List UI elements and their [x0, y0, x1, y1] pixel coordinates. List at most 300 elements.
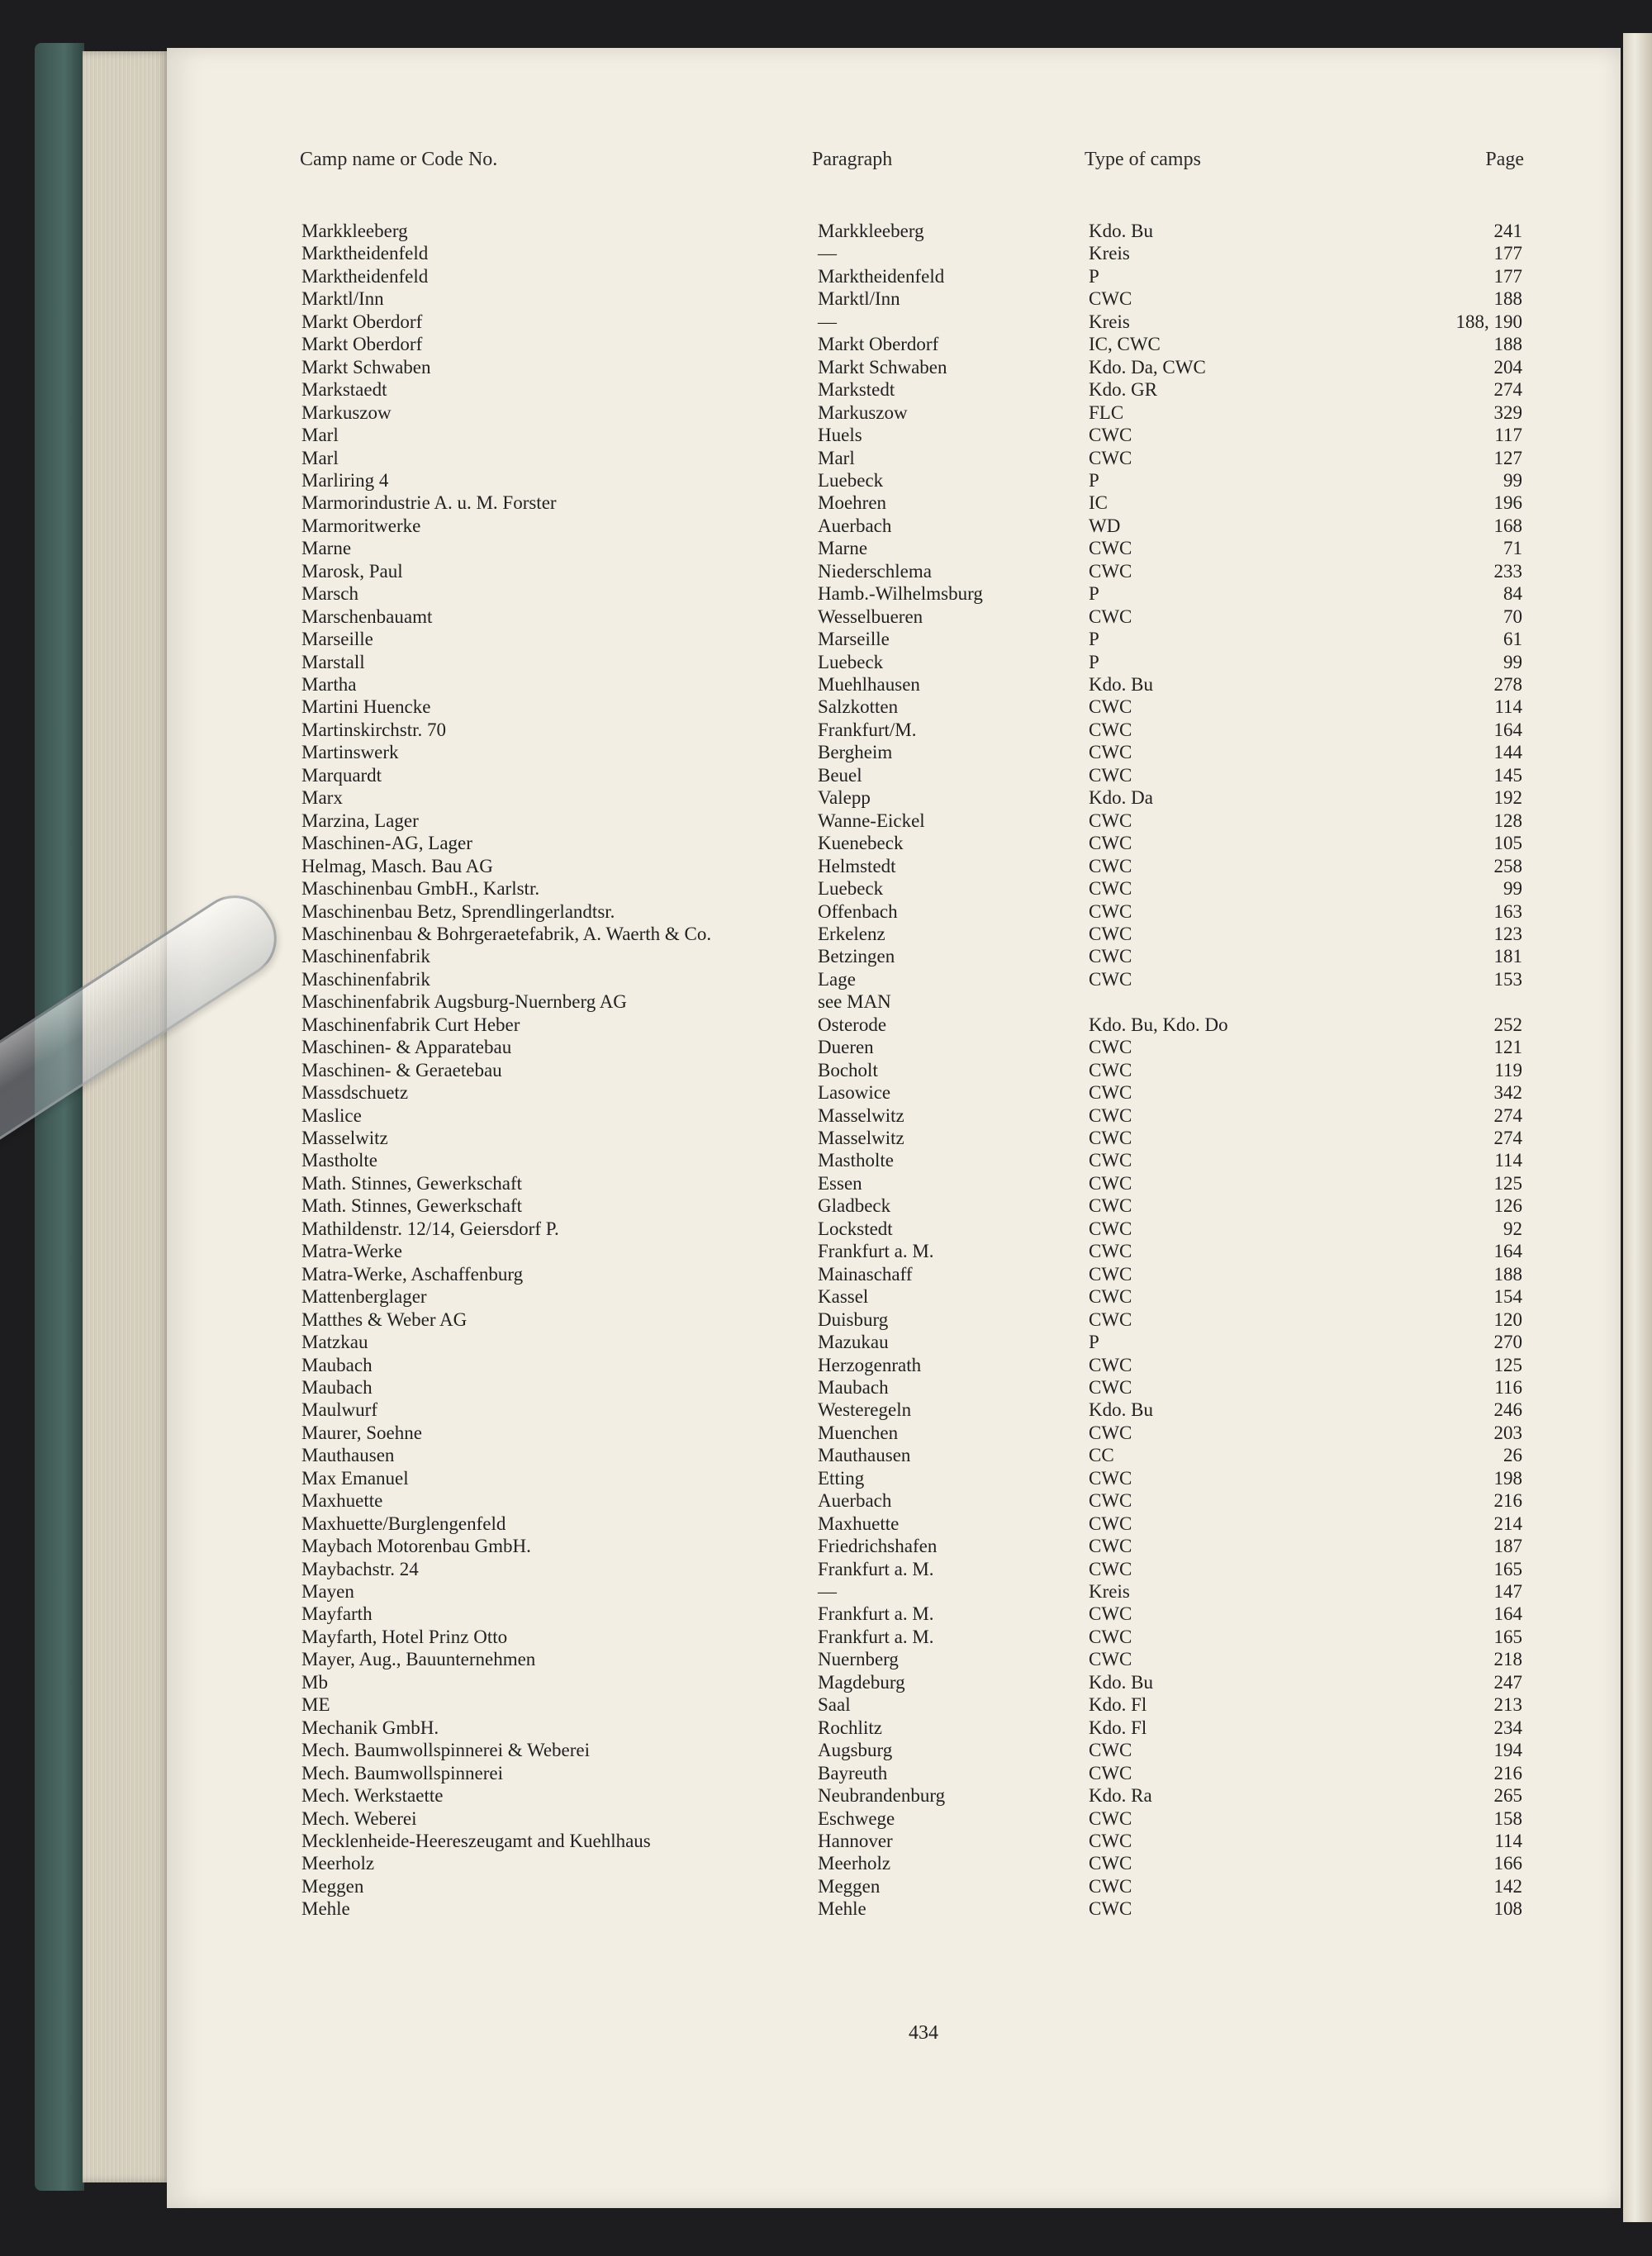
paragraph: Masselwitz: [818, 1104, 904, 1126]
table-row: [0, 492, 1652, 515]
page-ref: 142: [1493, 1875, 1522, 1897]
camp-name: Martinskirchstr. 70: [301, 719, 447, 740]
paragraph: Hamb.-Wilhelmsburg: [818, 583, 983, 605]
camp-type: Kdo. Bu: [1089, 1671, 1153, 1693]
paragraph: Markkleeberg: [818, 221, 924, 241]
camp-name: Martinswerk: [301, 742, 399, 763]
camp-type: Kdo. Ra: [1089, 1785, 1152, 1807]
table-row: [0, 1784, 1652, 1807]
camp-name: Maschinenbau & Bohrgeraetefabrik, A. Waerth & Co.: [301, 923, 712, 944]
camp-name: Marosk, Paul: [301, 560, 403, 582]
paragraph: —: [818, 311, 837, 332]
paragraph: Dueren: [818, 1037, 874, 1058]
camp-name: Mechanik GmbH.: [301, 1717, 439, 1738]
camp-name: Maybachstr. 24: [301, 1558, 419, 1579]
camp-name: Maschinenfabrik: [301, 968, 430, 990]
paragraph: Meggen: [818, 1875, 881, 1897]
camp-name: Markuszow: [301, 401, 392, 423]
table-row: [0, 242, 1652, 265]
table-row: [0, 1603, 1652, 1626]
page-ref: 274: [1493, 379, 1522, 401]
paragraph: Offenbach: [818, 900, 898, 922]
camp-name: Mayfarth: [301, 1603, 373, 1625]
camp-type: WD: [1089, 515, 1121, 536]
page-ref: 114: [1494, 1150, 1522, 1171]
page-ref: 144: [1493, 742, 1522, 763]
table-row: [0, 1036, 1652, 1059]
paragraph: Magdeburg: [818, 1671, 905, 1693]
paragraph: Saal: [818, 1694, 851, 1716]
paragraph: Marseille: [818, 629, 890, 650]
paragraph: Mauthausen: [818, 1445, 911, 1466]
table-row: [0, 1558, 1652, 1581]
camp-type: CWC: [1089, 810, 1132, 831]
table-row: [0, 1081, 1652, 1104]
page-ref: 126: [1493, 1195, 1522, 1217]
camp-name: Mecklenheide-Heereszeugamt and Kuehlhaus: [301, 1830, 651, 1851]
paragraph: Muenchen: [818, 1422, 899, 1443]
camp-name: Mayen: [301, 1581, 354, 1602]
camp-type: CWC: [1089, 719, 1132, 740]
table-row: [0, 990, 1652, 1014]
paragraph: Westeregeln: [818, 1399, 912, 1421]
page-ref: 177: [1493, 265, 1522, 287]
page-ref: 108: [1493, 1898, 1522, 1920]
camp-type: CWC: [1089, 1354, 1132, 1375]
page-ref: 116: [1494, 1376, 1522, 1398]
table-row: [0, 1807, 1652, 1831]
camp-name: Marschenbauamt: [301, 606, 433, 627]
table-row: [0, 311, 1652, 334]
page-ref: 61: [1503, 629, 1522, 650]
page-ref: 121: [1493, 1037, 1522, 1058]
paragraph: Markt Schwaben: [818, 356, 947, 378]
camp-type: CWC: [1089, 1603, 1132, 1625]
table-row: [0, 287, 1652, 311]
table-row: [0, 606, 1652, 629]
table-row: [0, 855, 1652, 878]
paragraph: Wanne-Eickel: [818, 810, 925, 831]
page-ref: 70: [1503, 606, 1522, 627]
paragraph: Auerbach: [818, 1490, 892, 1512]
paragraph: Etting: [818, 1467, 865, 1489]
camp-type: Kdo. Bu, Kdo. Do: [1089, 1014, 1228, 1035]
camp-type: CWC: [1089, 1626, 1132, 1647]
camp-type: Kdo. Fl: [1089, 1717, 1147, 1738]
page-ref: 163: [1493, 900, 1522, 922]
paragraph: Hannover: [818, 1830, 893, 1851]
camp-type: CWC: [1089, 1128, 1132, 1148]
page-ref: 105: [1493, 833, 1522, 854]
camp-name: Mathildenstr. 12/14, Geiersdorf P.: [301, 1218, 559, 1239]
table-row: [0, 832, 1652, 855]
table-row: [0, 1535, 1652, 1558]
camp-type: CWC: [1089, 1467, 1132, 1489]
camp-type: CWC: [1089, 878, 1132, 900]
table-row: [0, 1059, 1652, 1082]
paragraph: Mainaschaff: [818, 1263, 913, 1285]
camp-name: Matzkau: [301, 1332, 368, 1353]
camp-name: Matthes & Weber AG: [301, 1308, 468, 1330]
camp-type: P: [1089, 583, 1099, 605]
page-ref: 127: [1493, 447, 1522, 468]
camp-name: Mech. Werkstaette: [301, 1785, 444, 1807]
table-row: [0, 810, 1652, 833]
paragraph: Neubrandenburg: [818, 1785, 946, 1807]
camp-type: Kreis: [1089, 243, 1130, 264]
page-ref: 213: [1493, 1694, 1522, 1716]
table-row: [0, 1149, 1652, 1172]
paragraph: Duisburg: [818, 1308, 889, 1330]
camp-name: Marquardt: [301, 764, 382, 786]
page-ref: 274: [1493, 1104, 1522, 1126]
camp-type: P: [1089, 1332, 1099, 1353]
page-ref: 123: [1493, 923, 1522, 944]
table-row: [0, 447, 1652, 470]
paragraph: Lasowice: [818, 1082, 891, 1104]
camp-type: CWC: [1089, 1286, 1132, 1308]
camp-name: Markstaedt: [301, 379, 387, 401]
camp-type: CWC: [1089, 425, 1132, 446]
paragraph: Essen: [818, 1172, 862, 1194]
camp-name: Meggen: [301, 1875, 364, 1897]
camp-name: ME: [301, 1694, 330, 1716]
page-ref: 99: [1503, 469, 1522, 491]
paragraph: Friedrichshafen: [818, 1536, 938, 1557]
camp-name: Mayer, Aug., Bauunternehmen: [301, 1649, 536, 1670]
table-row: [0, 560, 1652, 583]
table-row: [0, 1285, 1652, 1308]
paragraph: see MAN: [818, 991, 891, 1013]
paragraph: Marl: [818, 447, 855, 468]
table-row: [0, 1693, 1652, 1717]
page-ref: 26: [1503, 1445, 1522, 1466]
page-ref: 119: [1494, 1059, 1522, 1081]
table-row: [0, 741, 1652, 764]
camp-name: Maschinenbau Betz, Sprendlingerlandtsr.: [301, 900, 615, 922]
camp-type: CWC: [1089, 1241, 1132, 1262]
camp-name: Markkleeberg: [301, 221, 408, 241]
paragraph: Auerbach: [818, 515, 892, 536]
camp-name: Maslice: [301, 1104, 362, 1126]
page-ref: 270: [1493, 1332, 1522, 1353]
camp-type: CWC: [1089, 606, 1132, 627]
paragraph: Frankfurt/M.: [818, 719, 917, 740]
camp-name: Marktl/Inn: [301, 288, 384, 310]
page-ref: 187: [1493, 1536, 1522, 1557]
table-row: [0, 469, 1652, 492]
camp-name: Marl: [301, 447, 339, 468]
page-ref: 84: [1503, 583, 1522, 605]
paragraph: Bocholt: [818, 1059, 878, 1081]
table-row: [0, 1014, 1652, 1037]
camp-name: Mb: [301, 1671, 328, 1693]
page-ref: 153: [1493, 968, 1522, 990]
camp-type: Kdo. Da: [1089, 787, 1153, 809]
page-ref: 188: [1493, 1263, 1522, 1285]
camp-name: Maubach: [301, 1354, 373, 1375]
camp-type: Kreis: [1089, 1581, 1130, 1602]
camp-type: CWC: [1089, 1376, 1132, 1398]
camp-type: CWC: [1089, 1422, 1132, 1443]
table-row: [0, 696, 1652, 719]
camp-name: Martha: [301, 674, 357, 695]
table-row: [0, 1172, 1652, 1195]
paragraph: Kassel: [818, 1286, 869, 1308]
paragraph: Masselwitz: [818, 1128, 904, 1148]
table-row: [0, 786, 1652, 810]
page-ref: 192: [1493, 787, 1522, 809]
paragraph: Nuernberg: [818, 1649, 899, 1670]
table-row: [0, 1648, 1652, 1671]
page-ref: 204: [1493, 356, 1522, 378]
camp-type: IC, CWC: [1089, 334, 1161, 355]
camp-type: CWC: [1089, 1308, 1132, 1330]
paragraph: Luebeck: [818, 878, 884, 900]
camp-type: CWC: [1089, 538, 1132, 559]
paragraph: Meerholz: [818, 1853, 891, 1874]
paragraph: Mastholte: [818, 1150, 894, 1171]
page-ref: 145: [1493, 764, 1522, 786]
paragraph: Helmstedt: [818, 855, 896, 876]
page-ref: 265: [1493, 1785, 1522, 1807]
table-row: [0, 628, 1652, 651]
page-ref: 117: [1494, 425, 1522, 446]
camp-name: Mattenberglager: [301, 1286, 427, 1308]
camp-type: Kdo. Fl: [1089, 1694, 1147, 1716]
page-ref: 165: [1493, 1558, 1522, 1579]
table-row: [0, 1852, 1652, 1875]
page-ref: 194: [1493, 1740, 1522, 1761]
camp-name: Marne: [301, 538, 352, 559]
camp-type: CWC: [1089, 900, 1132, 922]
page-ref: 329: [1493, 401, 1522, 423]
camp-name: Maubach: [301, 1376, 373, 1398]
paragraph: Markuszow: [818, 401, 908, 423]
camp-type: CWC: [1089, 1898, 1132, 1920]
camp-type: CWC: [1089, 923, 1132, 944]
page-ref: 278: [1493, 674, 1522, 695]
page-ref: 166: [1493, 1853, 1522, 1874]
page-ref: 233: [1493, 560, 1522, 582]
page-ref: 154: [1493, 1286, 1522, 1308]
paragraph: Luebeck: [818, 469, 884, 491]
camp-type: IC: [1089, 492, 1108, 514]
camp-type: CWC: [1089, 1807, 1132, 1829]
camp-type: CWC: [1089, 1104, 1132, 1126]
page-ref: 158: [1493, 1807, 1522, 1829]
table-row: [0, 1513, 1652, 1536]
paragraph: Mazukau: [818, 1332, 889, 1353]
table-row: [0, 1240, 1652, 1263]
page-ref: 164: [1493, 1241, 1522, 1262]
paragraph: Frankfurt a. M.: [818, 1241, 934, 1262]
camp-type: CWC: [1089, 288, 1132, 310]
camp-name: Meerholz: [301, 1853, 375, 1874]
paragraph: Maxhuette: [818, 1513, 900, 1534]
column-header-type-of-camps: Type of camps: [1085, 149, 1201, 170]
page-ref: 342: [1493, 1082, 1522, 1104]
page-ref: 203: [1493, 1422, 1522, 1443]
camp-type: CC: [1089, 1445, 1114, 1466]
paragraph: Luebeck: [818, 651, 884, 672]
camp-name: Masselwitz: [301, 1128, 388, 1148]
table-row: [0, 1467, 1652, 1490]
page-ref: 99: [1503, 651, 1522, 672]
camp-type: CWC: [1089, 1740, 1132, 1761]
camp-name: Maulwurf: [301, 1399, 377, 1421]
table-row: [0, 1671, 1652, 1694]
column-header-camp-name: Camp name or Code No.: [300, 149, 498, 170]
page-ref: 252: [1493, 1014, 1522, 1035]
page-ref: 274: [1493, 1128, 1522, 1148]
camp-name: Markt Oberdorf: [301, 334, 423, 355]
camp-type: Kreis: [1089, 311, 1130, 332]
paragraph: Eschwege: [818, 1807, 895, 1829]
camp-name: Maxhuette: [301, 1490, 383, 1512]
paragraph: Muehlhausen: [818, 674, 920, 695]
paragraph: —: [818, 1581, 837, 1602]
camp-name: Mastholte: [301, 1150, 377, 1171]
table-row: [0, 1263, 1652, 1286]
table-row: [0, 1626, 1652, 1649]
paragraph: Frankfurt a. M.: [818, 1603, 934, 1625]
paragraph: Frankfurt a. M.: [818, 1558, 934, 1579]
paragraph: —: [818, 243, 837, 264]
camp-type: CWC: [1089, 1150, 1132, 1171]
table-row: [0, 515, 1652, 538]
page-ref: 188: [1493, 334, 1522, 355]
camp-type: Kdo. Bu: [1089, 674, 1153, 695]
table-row: [0, 1897, 1652, 1921]
table-row: [0, 1580, 1652, 1603]
camp-name: Marstall: [301, 651, 365, 672]
paragraph: Bergheim: [818, 742, 893, 763]
paragraph: Marktheidenfeld: [818, 265, 945, 287]
page-ref: 114: [1494, 1830, 1522, 1851]
table-row: [0, 265, 1652, 288]
paragraph: Erkelenz: [818, 923, 885, 944]
page-ref: 218: [1493, 1649, 1522, 1670]
page-ref: 177: [1493, 243, 1522, 264]
camp-name: Maybach Motorenbau GmbH.: [301, 1536, 531, 1557]
page-ref: 92: [1503, 1218, 1522, 1239]
camp-type: FLC: [1089, 401, 1124, 423]
camp-type: Kdo. GR: [1089, 379, 1158, 401]
page-ref: 246: [1493, 1399, 1522, 1421]
paragraph: Salzkotten: [818, 696, 899, 718]
camp-name: Marsch: [301, 583, 358, 605]
table-row: [0, 537, 1652, 560]
paragraph: Huels: [818, 425, 862, 446]
page-ref: 164: [1493, 719, 1522, 740]
camp-name: Max Emanuel: [301, 1467, 409, 1489]
camp-name: Maschinenbau GmbH., Karlstr.: [301, 878, 540, 900]
column-header-page: Page: [1485, 149, 1524, 170]
page-ref: 147: [1493, 1581, 1522, 1602]
camp-type: P: [1089, 469, 1099, 491]
page-ref: 234: [1493, 1717, 1522, 1738]
camp-name: Helmag, Masch. Bau AG: [301, 855, 493, 876]
table-row: [0, 673, 1652, 696]
paragraph: Betzingen: [818, 946, 895, 967]
camp-name: Maurer, Soehne: [301, 1422, 422, 1443]
camp-name: Mech. Baumwollspinnerei & Weberei: [301, 1740, 591, 1761]
page-ref: 125: [1493, 1172, 1522, 1194]
table-row: [0, 1762, 1652, 1785]
camp-name: Martini Huencke: [301, 696, 431, 718]
paragraph: Bayreuth: [818, 1762, 888, 1783]
table-row: [0, 1875, 1652, 1898]
table-row: [0, 1308, 1652, 1332]
table-row: [0, 1104, 1652, 1128]
camp-type: CWC: [1089, 1195, 1132, 1217]
page-ref: 216: [1493, 1490, 1522, 1512]
camp-name: Maschinenfabrik Curt Heber: [301, 1014, 520, 1035]
camp-type: CWC: [1089, 1082, 1132, 1104]
page-ref: 71: [1503, 538, 1522, 559]
table-row: [0, 1739, 1652, 1762]
camp-name: Maschinenfabrik: [301, 946, 430, 967]
camp-name: Maschinenfabrik Augsburg-Nuernberg AG: [301, 991, 627, 1013]
camp-name: Mayfarth, Hotel Prinz Otto: [301, 1626, 508, 1647]
paragraph: Lage: [818, 968, 856, 990]
page-ref: 181: [1493, 946, 1522, 967]
page-ref: 165: [1493, 1626, 1522, 1647]
paragraph: Lockstedt: [818, 1218, 893, 1239]
table-row: [0, 401, 1652, 425]
camp-type: CWC: [1089, 1172, 1132, 1194]
paragraph: Niederschlema: [818, 560, 932, 582]
camp-type: CWC: [1089, 968, 1132, 990]
camp-name: Marzina, Lager: [301, 810, 419, 831]
table-row: [0, 582, 1652, 606]
camp-type: Kdo. Bu: [1089, 1399, 1153, 1421]
paragraph: Herzogenrath: [818, 1354, 922, 1375]
page-ref: 125: [1493, 1354, 1522, 1375]
paragraph: Rochlitz: [818, 1717, 882, 1738]
camp-type: CWC: [1089, 1853, 1132, 1874]
camp-type: CWC: [1089, 946, 1132, 967]
page-ref: 128: [1493, 810, 1522, 831]
camp-type: CWC: [1089, 696, 1132, 718]
table-row: [0, 1194, 1652, 1218]
camp-name: Marmorindustrie A. u. M. Forster: [301, 492, 557, 514]
camp-type: CWC: [1089, 1762, 1132, 1783]
camp-name: Marktheidenfeld: [301, 265, 429, 287]
camp-type: CWC: [1089, 447, 1132, 468]
paragraph: Marne: [818, 538, 868, 559]
camp-name: Mehle: [301, 1898, 350, 1920]
table-row: [0, 1127, 1652, 1150]
table-row: [0, 1399, 1652, 1422]
table-row: [0, 877, 1652, 900]
camp-name: Maschinen- & Apparatebau: [301, 1037, 512, 1058]
camp-name: Marktheidenfeld: [301, 243, 429, 264]
column-header-paragraph: Paragraph: [812, 149, 893, 170]
paragraph: Gladbeck: [818, 1195, 891, 1217]
camp-name: Markt Oberdorf: [301, 311, 423, 332]
page-ref: 214: [1493, 1513, 1522, 1534]
camp-name: Math. Stinnes, Gewerkschaft: [301, 1195, 522, 1217]
paragraph: Valepp: [818, 787, 871, 809]
camp-type: CWC: [1089, 1875, 1132, 1897]
table-row: [0, 1422, 1652, 1445]
table-row: [0, 1354, 1652, 1377]
page-ref: 196: [1493, 492, 1522, 514]
camp-name: Marx: [301, 787, 343, 809]
camp-type: CWC: [1089, 1536, 1132, 1557]
